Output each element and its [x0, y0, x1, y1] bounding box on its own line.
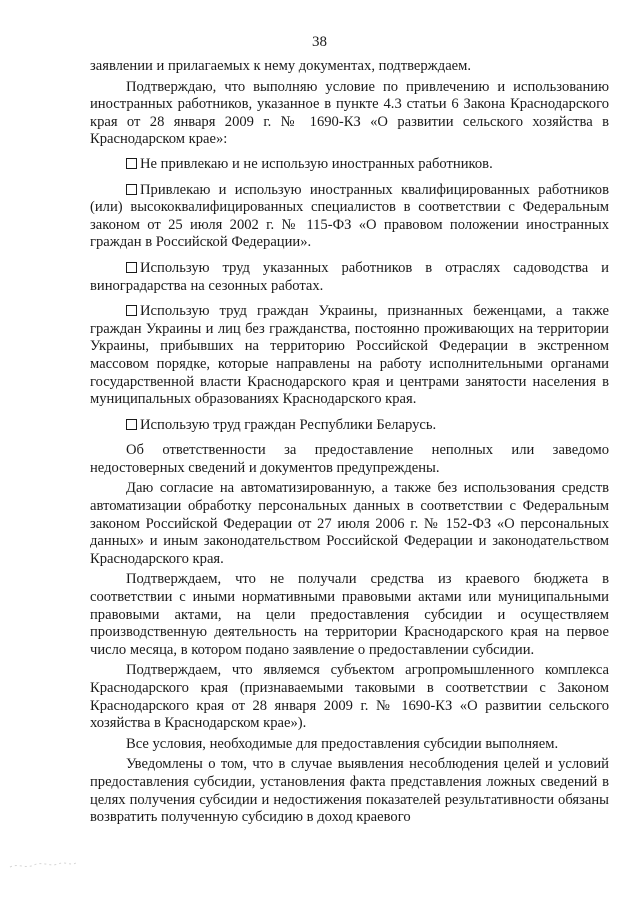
option-label: Использую труд граждан Республики Беларусь.: [140, 416, 437, 433]
option-seasonal-works: [90, 260, 609, 295]
paragraph-personal-data-consent: Даю согласие на автоматизированную, а также без использования средств автоматизации обработку персональных данных в соответствии с Федеральным законом Российской Федерации от 27 июля 2006 г. № 152-ФЗ «О персональных данных» и иным законодательством Российской Федерации и законодательством Краснодарского края.: [90, 480, 609, 567]
document-body: [90, 58, 609, 830]
scan-smudge-mark: [8, 858, 78, 872]
option-belarus-citizens: [90, 417, 609, 435]
option-label: Не привлекаю и не использую иностранных работников.: [140, 155, 493, 172]
checkbox-icon[interactable]: [126, 184, 137, 195]
page-number: 38: [312, 34, 327, 50]
checkbox-icon[interactable]: [126, 262, 137, 273]
paragraph-liability-warning: Об ответственности за предоставление неполных или заведомо недостоверных сведений и документов предупреждены.: [90, 442, 609, 476]
checkbox-icon[interactable]: [126, 305, 137, 316]
option-label: Использую труд граждан Украины, признанных беженцами, а также граждан Украины и лиц без гражданства, постоянно проживающих на территории Украины, прибывших на территорию Российской Федерации в экстренном массовом порядке, которые направлены на работу исполнительными органами государственной власти Краснодарского края и центрами занятости населения в муниципальных образованиях Краснодарского края.: [90, 303, 609, 408]
checkbox-icon[interactable]: [126, 419, 137, 430]
option-employing-qualified-specialists: [90, 182, 609, 252]
checkbox-icon[interactable]: [126, 158, 137, 169]
option-label: Привлекаю и использую иностранных квалифицированных работников (или) высококвалифицированных специалистов в соответствии с Федеральным законом от 25 июля 2002 г. № 115-ФЗ «О правовом положении иностранных граждан в Российской Федерации».: [90, 181, 609, 251]
paragraph-refund-obligation: Уведомлены о том, что в случае выявления несоблюдения целей и условий предоставления субсидии, установления факта представления ложных сведений в целях получения субсидии и недостижения показателей результативности обязаны возвратить полученную субсидию в доход краевого: [90, 756, 609, 826]
paragraph-agro-subject: Подтверждаем, что являемся субъектом агропромышленного комплекса Краснодарского края (признаваемыми таковыми в соответствии с Законом Краснодарского края от 28 января 2009 г. № 1690-КЗ «О развитии сельского хозяйства в Краснодарском крае»).: [90, 662, 609, 732]
option-ukraine-refugees: [90, 303, 609, 409]
paragraph-conditions-met: Все условия, необходимые для предоставления субсидии выполняем.: [126, 735, 559, 752]
option-not-employing-foreign-workers: [90, 156, 609, 174]
option-label: Использую труд указанных работников в отраслях садоводства и виноградарства на сезонных работах.: [90, 259, 609, 294]
paragraph-continuation: заявлении и прилагаемых к нему документах, подтверждаем.: [90, 58, 472, 74]
paragraph-foreign-workers-condition: Подтверждаю, что выполняю условие по привлечению и использованию иностранных работников, указанное в пункте 4.3 статьи 6 Закона Краснодарского края от 28 января 2009 г. № 1690-КЗ «О развитии сельского хозяйства в Краснодарском крае»:: [90, 78, 609, 148]
paragraph-no-budget-funds: Подтверждаем, что не получали средства из краевого бюджета в соответствии с иными нормативными правовыми актами или муниципальными правовыми актами, на цели предоставления субсидии и осуществляем производственную деятельность на территории Краснодарского края на первое число месяца, в котором подано заявление о предоставлении субсидии.: [90, 571, 609, 658]
